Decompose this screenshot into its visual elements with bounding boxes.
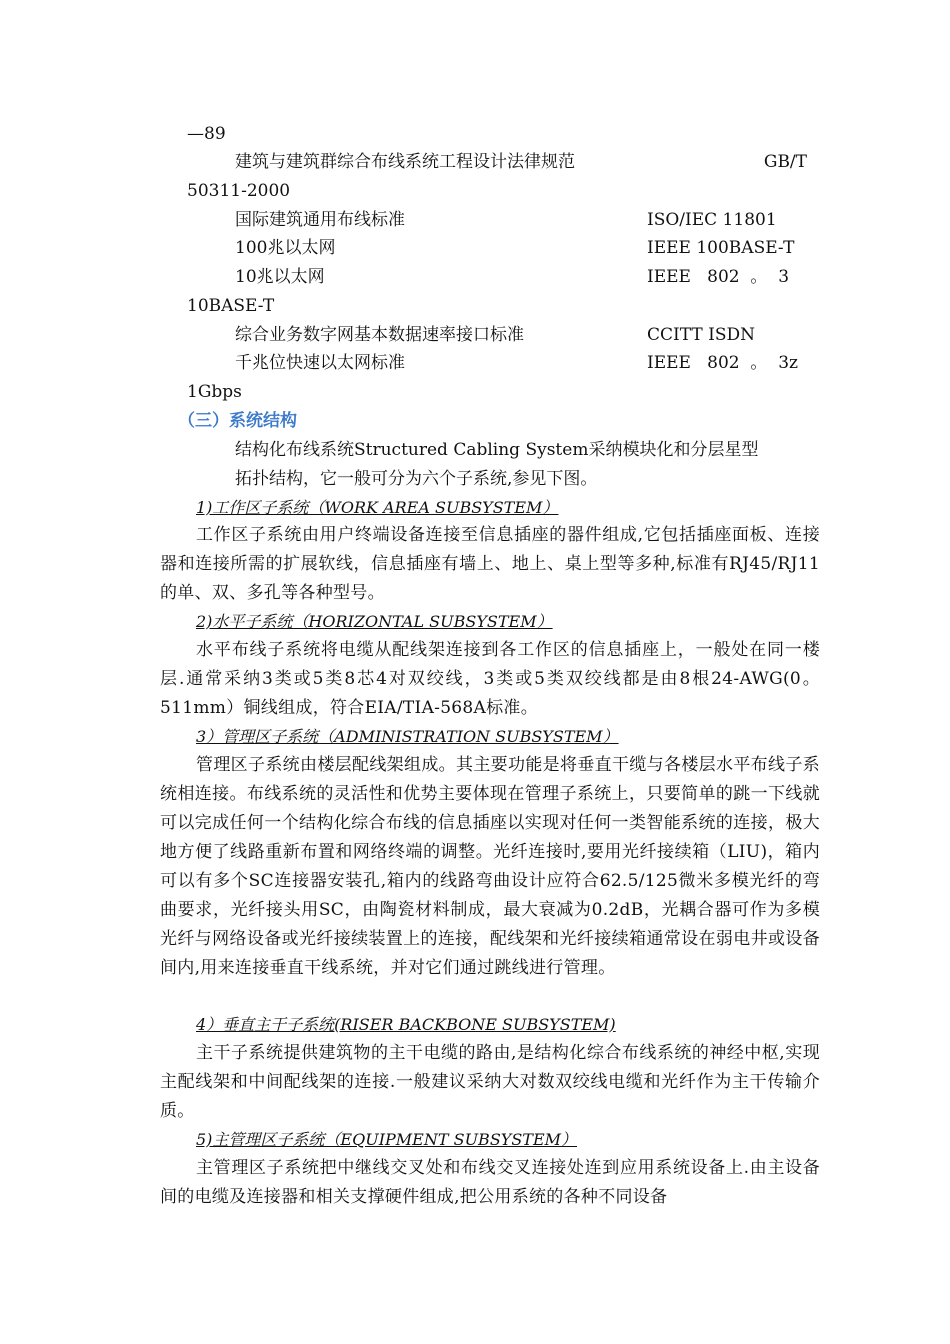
subsystem-body-3: 管理区子系统由楼层配线架组成。其主要功能是将垂直干缆与各楼层水平布线子系统相连接。布线系统的灵活性和优势主要体现在管理子系统上，只要简单的跳一下线就可以完成任何一个结构化综合布线的信息插座以实现对任何一类智能系统的连接，极大地方便了线路重新布置和网络终端的调整。光纤连接时,要用光纤接续箱（LIU)，箱内可以有多个SC连接器安装孔,箱内的线路弯曲设计应符合62.5/125微米多模光纤的弯曲要求，光纤接头用SC，由陶瓷材料制成，最大衰减为0.2dB，光耦合器可作为多模光纤与网络设备或光纤接续装置上的连接，配线架和光纤接续箱通常设在弱电井或设备间内,用来连接垂直干线系统，并对它们通过跳线进行管理。 (160, 755, 820, 978)
standard-code-4: IEEE 802 。 3 (647, 267, 790, 287)
subsystem-title-5: 5)主管理区子系统（EQUIPMENT SUBSYSTEM） (196, 1130, 578, 1149)
standard-name-6: 千兆位快速以太网标准 (235, 353, 405, 373)
section-intro-line2: 拓扑结构，它一般可分为六个子系统,参见下图。 (235, 469, 598, 489)
standard-name-1: 建筑与建筑群综合布线系统工程设计法律规范 (235, 152, 575, 172)
standard-code-6-wrap: 1Gbps (187, 382, 242, 402)
subsystem-body-4: 主干子系统提供建筑物的主干电缆的路由,是结构化综合布线系统的神经中枢,实现主配线架和中间配线架的连接.一般建议采纳大对数双绞线电缆和光纤作为主干传输介质。 (160, 1043, 820, 1121)
section-intro-line1: 结构化布线系统Structured Cabling System采纳模块化和分层星型 (235, 440, 759, 460)
standard-code-3: IEEE 100BASE-T (647, 238, 795, 258)
subsystem-title-1: 1)工作区子系统（WORK AREA SUBSYSTEM） (196, 498, 559, 517)
standard-code-5: CCITT ISDN (647, 325, 755, 345)
subsystem-title-4: 4）垂直主干子系统(RISER BACKBONE SUBSYSTEM) (196, 1015, 616, 1034)
standard-code-1-wrap: 50311-2000 (187, 181, 291, 201)
standard-code-1: GB/T (763, 152, 807, 172)
standard-name-5: 综合业务数字网基本数据速率接口标准 (235, 325, 524, 345)
subsystem-body-2: 水平布线子系统将电缆从配线架连接到各工作区的信息插座上，一般处在同一楼层.通常采纳3类或5类8芯4对双绞线，3类或5类双绞线都是由8根24-AWG(0。511mm）铜线组成，符合EIA/TIA-568A标准。 (160, 640, 820, 718)
standard-name-3: 100兆以太网 (235, 238, 336, 258)
subsystem-body-1: 工作区子系统由用户终端设备连接至信息插座的器件组成,它包括插座面板、连接器和连接所需的扩展软线，信息插座有墙上、地上、桌上型等多种,标准有RJ45/RJ11的单、双、多孔等各种型号。 (160, 525, 820, 603)
subsystem-title-2: 2)水平子系统（HORIZONTAL SUBSYSTEM） (196, 612, 553, 631)
subsystem-body-5: 主管理区子系统把中继线交叉处和布线交叉连接处连到应用系统设备上.由主设备间的电缆及连接器和相关支撑硬件组成,把公用系统的各种不同设备 (160, 1158, 820, 1207)
standard-name-4: 10兆以太网 (235, 267, 325, 287)
standards-wrap-top: —89 (187, 124, 226, 144)
standard-code-2: ISO/IEC 11801 (647, 210, 777, 230)
standard-name-2: 国际建筑通用布线标准 (235, 210, 405, 230)
section-heading: （三）系统结构 (178, 411, 297, 431)
standard-code-6: IEEE 802 。 3z (647, 353, 798, 373)
standard-code-4-wrap: 10BASE-T (187, 296, 275, 316)
subsystem-title-3: 3）管理区子系统（ADMINISTRATION SUBSYSTEM） (196, 727, 619, 746)
